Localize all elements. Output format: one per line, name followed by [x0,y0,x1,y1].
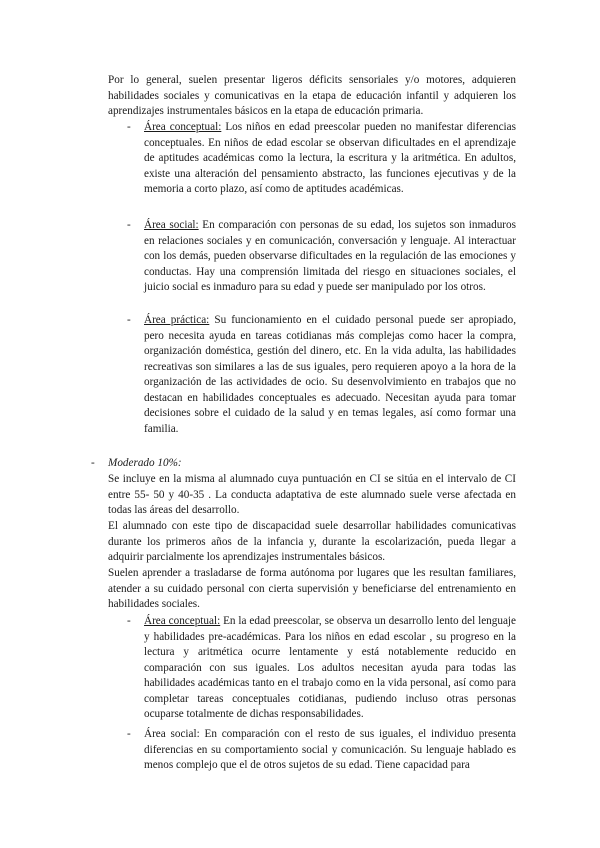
item-text: Su funcionamiento en el cuidado personal puede ser apropiado, pero necesita ayuda en tareas cotidianas más complejas como hacer la compra, organización doméstica, gestión del dinero, etc. En la vida adulta, las habilidades recreativas son similares a las de sus iguales, pero requieren apoyo a la hora de la organización de las actividades de ocio. Su desenvolvimiento en trabajos que no destacan en habilidades conceptuales es adecuado. Necesitan ayuda para tomar decisiones sobre el cuidado de la salud y en temas legales, así como formar una familia. [144,314,516,435]
section-heading: Moderado 10%: [108,457,182,469]
intro-paragraph: Por lo general, suelen presentar ligeros déficits sensoriales y/o motores, adquieren habilidades sociales y comunicativas en la etapa de educación infantil y adquieren los aprendizajes instrumentales básicos en la etapa de educación primaria. [108,74,516,117]
item-label: Área práctica: [144,314,210,326]
item-label: Área conceptual: [144,121,222,133]
paragraph-ci: Se incluye en la misma al alumnado cuya puntuación en CI se sitúa en el intervalo de CI entre 55- 50 y 40-35 . La conducta adaptativa de este alumnado suele verse afectada en todas las áreas del desarrollo. [108,473,516,516]
item-text: En comparación con personas de su edad, los sujetos son inmaduros en relaciones sociales y en comunicación, conversación y lenguaje. Al interactuar con los demás, pueden observarse dificultades en la regulación de las emociones y conductas. Hay una comprensión limitada del riesgo en situaciones sociales, el juicio social es inmaduro para su edad y puede ser manipulado por los otros. [144,219,516,293]
list-dash: - [127,219,131,231]
list-item-social [144,218,516,296]
list-dash: - [127,314,131,326]
list-item-conceptual-moderado [144,614,516,723]
list-dash: - [127,121,131,133]
paragraph-discapacidad: El alumnado con este tipo de discapacidad suele desarrollar habilidades comunicativas durante los primeros años de la infancia y, durante la escolarización, pueda llegar a adquirir parcialmente los aprendizajes instrumentales básicos. [108,520,516,563]
list-dash: - [127,615,131,627]
section-dash: - [91,457,95,469]
item-label: Área social: [144,219,199,231]
list-item-practica [144,313,516,437]
paragraph-autonomia: Suelen aprender a trasladarse de forma autónoma por lugares que les resultan familiares, atender a su cuidado personal con cierta supervisión y beneficiarse del entrenamiento en habilidades sociales. [108,567,516,610]
item-label: Área conceptual: [144,615,221,627]
list-dash: - [127,728,131,740]
list-item-social-moderado: Área social: En comparación con el resto de sus iguales, el individuo presenta diferencias en su comportamiento social y comunicación. Su lenguaje hablado es menos complejo que el de otros sujetos de su edad. Tiene capacidad para [144,728,516,771]
item-text: Los niños en edad preescolar pueden no manifestar diferencias conceptuales. En niños de edad escolar se observan dificultades en el aprendizaje de aptitudes académicas como la lectura, la escritura y la aritmética. En adultos, existe una alteración del pensamiento abstracto, las funciones ejecutivas y de la memoria a corto plazo, así como de aptitudes académicas. [144,121,516,195]
list-item-conceptual [144,120,516,198]
item-text: En la edad preescolar, se observa un desarrollo lento del lenguaje y habilidades pre-académicas. Para los niños en edad escolar , su progreso en la lectura y aritmética ocurre lentamente y está notablemente reducido en comparación con sus iguales. Los adultos necesitan ayuda para todas las habilidades académicas tanto en el trabajo como en la vida personal, así como para completar tareas conceptuales cotidianas, pudiendo incluso otras personas ocuparse totalmente de dichas responsabilidades. [144,615,516,720]
